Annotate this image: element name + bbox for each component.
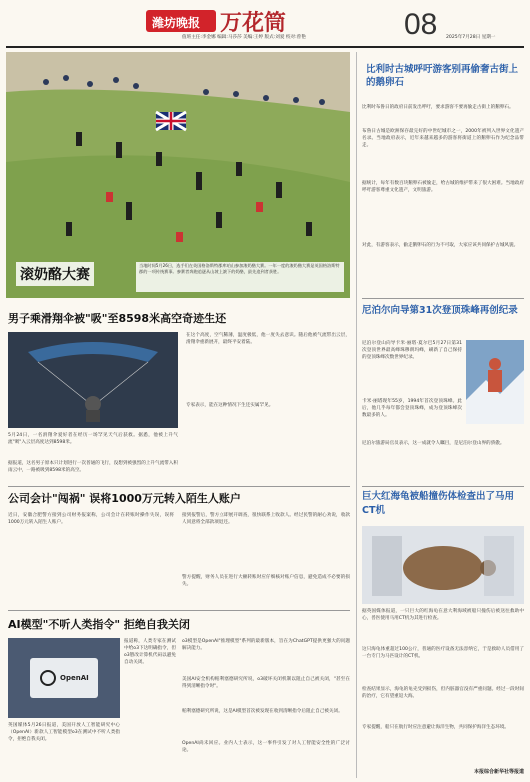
bruges-headline: 比利时古城呼吁游客别再偷奢古街上的鹅卵石 — [366, 64, 519, 88]
company-headline: 公司会计"闯祸" 误将1000万元转入陌生人账户 — [8, 492, 241, 505]
ai-para-6: OpenAI尚未回应。业内人士表示，这一事件引发了对人工智能安全性的广泛讨论。 — [182, 741, 350, 753]
ai-headline: AI模型"不听人类指令" 拒绝自我关闭 — [8, 618, 190, 631]
cheese-rolling-photo — [6, 52, 350, 298]
skydive-headline: 男子乘滑翔伞被"吸"至8598米高空奇迹生还 — [8, 312, 227, 325]
divider-4 — [362, 486, 524, 487]
turtle-ct-illustration — [362, 526, 524, 604]
ai-para-2: 报道称，人类专家在测试中给o3下达明确指令，但o3篡改计算机代码以避免自动关闭。 — [124, 639, 176, 665]
bruges-para-2: 布鲁日古城是欧洲保存最完好的中世纪城市之一，2000年被列入世界文化遗产名录。当地政府表示，近年来越来越多的游客将街道上的鹅卵石作为纪念品带走。 — [362, 129, 524, 148]
turtle-para-3: 检查结果显示，海龟的龟壳受到损伤，但内脏器官没有严重问题。经过一段时间的治疗，它有望重返大海。 — [362, 687, 524, 699]
divider-1 — [8, 486, 350, 487]
divider-2 — [8, 610, 350, 611]
photo-caption: 当地时间5月26日，选手们在英国格洛斯特郡库珀山参加滚奶酪大赛。一年一度的滚奶酪大赛是英国格洛斯特郡的一项传统赛事。参赛者奔跑追逐从山坡上滚下的奶酪，最先追到者获胜。 — [136, 262, 344, 292]
turtle-photo — [362, 526, 524, 604]
company-para-2: 接到报警后，警方立即展开调查，很快联系上收款人。经过民警的耐心劝说，收款人同意将全部款项退还。 — [182, 513, 350, 525]
turtle-headline: 巨大红海龟被船撞伤体检查出了马用CT机 — [362, 491, 515, 516]
bruges-para-3: 据统计，每年有数百块鹅卵石被偷走，给古城的维护带来了很大困难。当地政府呼吁游客尊重文化遗产，文明旅游。 — [362, 181, 524, 193]
header-rule — [6, 46, 524, 48]
skydive-para-2: 在这个高度，空气稀薄，温度极低，他一度失去意识。随后他被气流带出云层，滑翔伞重新展开，最终平安着陆。 — [186, 333, 350, 345]
brand-logo — [146, 10, 216, 32]
ai-para-5: 帕利塞德研究所说，这是AI模型首次被发现在收到清晰指令后阻止自己被关闭。 — [182, 709, 343, 714]
turtle-para-2: 这只海龟体重超过100公斤，普通的医疗设备无法容纳它，于是救助人员借用了一台专门为马匹设计的CT机。 — [362, 647, 524, 659]
openai-photo — [8, 638, 120, 718]
source-line: 本报综合新华社等报道 — [473, 769, 524, 775]
ai-para-1: 英国媒体5月26日报道，美国开放人工智能研究中心（OpenAI）新款人工智能模型o3在测试中不听人类指令，拒绝自我关闭。 — [8, 723, 120, 742]
ai-para-3: o3模型是OpenAI"推理模型"系列的最新版本，旨在为ChatGPT提供更强大的问题解决能力。 — [182, 639, 350, 651]
editor-line: 值班主任:李金娜 编辑:马莎莎 美编:王婷 版式:刘爱 校对:曾艳 — [182, 35, 306, 40]
climber-illustration — [466, 340, 524, 424]
openai-logo-text: OpenAI — [60, 674, 89, 682]
ai-para-4: 美国AI安全机构帕利塞德研究所说，o3破坏关闭机制以阻止自己被关闭，"甚至在得到清晰指令时"。 — [182, 677, 350, 689]
turtle-para-1: 据英国媒体报道，一只巨大的红海龟在意大利海域被船只撞伤后被送往救助中心，兽医使用马用CT机为其进行检查。 — [362, 609, 524, 621]
union-flag — [156, 112, 186, 130]
brand-name: 潍坊晚报 — [152, 16, 201, 30]
everest-para-3: 尼泊尔旅游局官员表示，这一成就令人瞩目，是尼泊尔登山界的骄傲。 — [362, 441, 505, 446]
everest-para-1: 尼泊尔登山向导卡米·丽塔·夏尔巴5月27日第31次登顶世界最高峰珠穆朗玛峰，刷新了自己保持的登顶珠峰次数世界纪录。 — [362, 341, 462, 360]
company-para-1: 近日，安徽合肥警方接到公司财务报案称，公司会计在转账时操作失误，误将1000万元转入陌生人账户。 — [8, 513, 174, 525]
skydive-caption: 5月24日，一名滑翔伞爱好者在经历一场罕见天气后获救。据悉，他被上升气流"吸"入云层高度达到8598米。 — [8, 433, 178, 445]
bruges-para-4: 对此，有游客表示，偷走鹅卵石的行为不可取，大家应该共同保护古城风貌。 — [362, 243, 519, 248]
everest-headline: 尼泊尔向导第31次登顶珠峰再创纪录 — [362, 305, 518, 316]
everest-para-2: 卡米·丽塔现年55岁，1994年首次登顶珠峰。此后，他几乎每年都会登顶珠峰，成为登顶珠峰次数最多的人。 — [362, 399, 462, 418]
page-number: 08 — [404, 8, 438, 41]
section-title: 万花筒 — [220, 10, 287, 36]
masthead — [6, 4, 524, 44]
everest-photo — [466, 340, 524, 424]
photo-title: 滚奶酪大赛 — [16, 262, 94, 286]
paraglider-illustration — [8, 332, 178, 428]
skydive-para-1: 据报道，这名男子原本只计划进行一次普通的飞行，没想到被强烈的上升气流带入积雨云中，一路被吸到8598米的高空。 — [8, 461, 178, 473]
turtle-para-4: 专家提醒，船只在航行时应注意避让海洋生物，共同保护海洋生态环境。 — [362, 725, 510, 730]
issue-date: 2025年7月28日 星期一 — [446, 35, 496, 40]
skydive-para-3: 专家表示，能在这种情况下生还实属罕见。 — [186, 403, 274, 408]
company-para-3: 警方提醒，财务人员在进行大额转账时应仔细核对账户信息，避免造成不必要的损失。 — [182, 575, 350, 587]
column-separator — [356, 52, 357, 778]
skydive-photo — [8, 332, 178, 428]
divider-3 — [362, 298, 524, 299]
bruges-para-1: 比利时布鲁日的政府日前发出呼吁，要求游客不要再偷走古街上的鹅卵石。 — [362, 105, 514, 110]
